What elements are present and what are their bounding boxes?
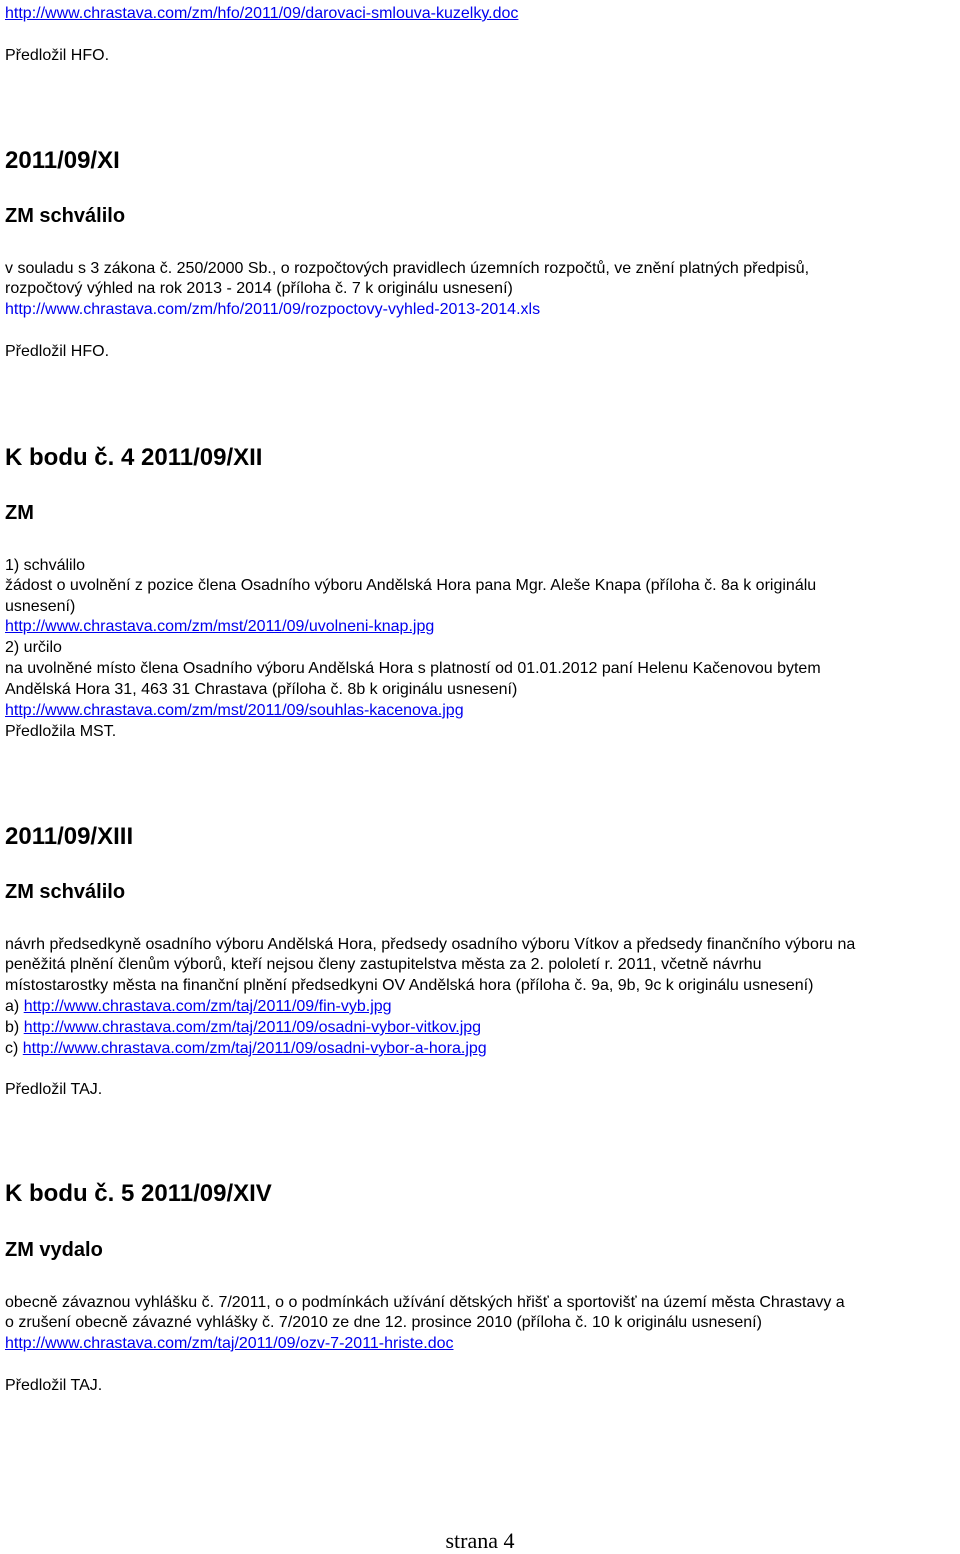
resolution-xiii-line3: místostarostky města na finanční plnění předsedkyni OV Andělská hora (příloha č. 9a, 9b, 9c k originálu usnesení): [5, 977, 814, 994]
link-ozv-7-2011-hriste[interactable]: http://www.chrastava.com/zm/taj/2011/09/ozv-7-2011-hriste.doc: [5, 1335, 454, 1352]
page-number: strana 4: [445, 1528, 515, 1553]
resolution-xiii-subtitle: ZM schválilo: [5, 881, 126, 903]
resolution-xiv-line1: obecně závaznou vyhlášku č. 7/2011, o o podmínkách užívání dětských hřišť a sportovišť na území města Chrastavy a: [5, 1294, 845, 1311]
resolution-xiv-title: K bodu č. 5 2011/09/XIV: [5, 1180, 272, 1207]
resolution-xiv-subtitle: ZM vydalo: [5, 1239, 103, 1261]
resolution-xii-line3: usnesení): [5, 598, 76, 615]
presenter-taj-2: Předložil TAJ.: [5, 1377, 103, 1394]
resolution-xii-line2: žádost o uvolnění z pozice člena Osadního výboru Andělská Hora pana Mgr. Aleše Knapa (příloha č. 8a k originálu: [5, 577, 817, 594]
resolution-xiii-line2: peněžitá plnění členům výborů, kteří nejsou členy zastupitelstva města za 2. pololetí r. 2011, včetně návrhu: [5, 956, 762, 973]
resolution-xiii-title: 2011/09/XIII: [5, 823, 134, 850]
resolution-xi-subtitle: ZM schválilo: [5, 205, 126, 227]
link-osadni-vybor-vitkov[interactable]: http://www.chrastava.com/zm/taj/2011/09/osadni-vybor-vitkov.jpg: [23, 1019, 482, 1036]
presenter-hfo: Předložil HFO.: [5, 343, 110, 360]
item-a-prefix: a): [5, 998, 20, 1015]
presenter-taj-1: Předložil TAJ.: [5, 1081, 103, 1098]
resolution-xii-line4: 2) určilo: [5, 639, 62, 656]
item-a: [5, 997, 392, 1017]
item-b-prefix: b): [5, 1019, 20, 1036]
resolution-xiv-line2: o zrušení obecně závazné vyhlášky č. 7/2010 ze dne 12. prosince 2010 (příloha č. 10 k originálu usnesení): [5, 1314, 762, 1331]
link-osadni-vybor-a-hora[interactable]: http://www.chrastava.com/zm/taj/2011/09/osadni-vybor-a-hora.jpg: [22, 1040, 487, 1057]
resolution-xii-title: K bodu č. 4 2011/09/XII: [5, 444, 263, 471]
resolution-xi-line2: rozpočtový výhled na rok 2013 - 2014 (příloha č. 7 k originálu usnesení): [5, 280, 513, 297]
link-souhlas-kacenova[interactable]: http://www.chrastava.com/zm/mst/2011/09/souhlas-kacenova.jpg: [5, 702, 464, 719]
item-c: [5, 1039, 487, 1059]
resolution-xii-line5: na uvolněné místo člena Osadního výboru Andělská Hora s platností od 01.01.2012 paní Helenu Kačenovou bytem: [5, 660, 821, 677]
link-fin-vyb[interactable]: http://www.chrastava.com/zm/taj/2011/09/fin-vyb.jpg: [23, 998, 392, 1015]
presenter-mst: Předložila MST.: [5, 723, 117, 740]
resolution-xi-line1: v souladu s 3 zákona č. 250/2000 Sb., o rozpočtových pravidlech územních rozpočtů, ve znění platných předpisů,: [5, 260, 810, 277]
link-uvolneni-knap[interactable]: http://www.chrastava.com/zm/mst/2011/09/uvolneni-knap.jpg: [5, 618, 435, 635]
link-darovaci-smlouva[interactable]: http://www.chrastava.com/zm/hfo/2011/09/darovaci-smlouva-kuzelky.doc: [5, 5, 519, 22]
presenter-hfo-top: Předložil HFO.: [5, 47, 110, 64]
item-c-prefix: c): [5, 1040, 19, 1057]
resolution-xii-line1: 1) schválilo: [5, 557, 86, 574]
link-rozpoctovy-vyhled[interactable]: http://www.chrastava.com/zm/hfo/2011/09/rozpoctovy-vyhled-2013-2014.xls: [5, 301, 541, 318]
resolution-xii-line6: Andělská Hora 31, 463 31 Chrastava (příloha č. 8b k originálu usnesení): [5, 681, 518, 698]
item-b: [5, 1018, 481, 1038]
resolution-xiii-line1: návrh předsedkyně osadního výboru Andělská Hora, předsedy osadního výboru Vítkov a předsedy finančního výboru na: [5, 936, 856, 953]
resolution-xi-title: 2011/09/XI: [5, 147, 120, 174]
resolution-xii-subtitle: ZM: [5, 502, 34, 524]
